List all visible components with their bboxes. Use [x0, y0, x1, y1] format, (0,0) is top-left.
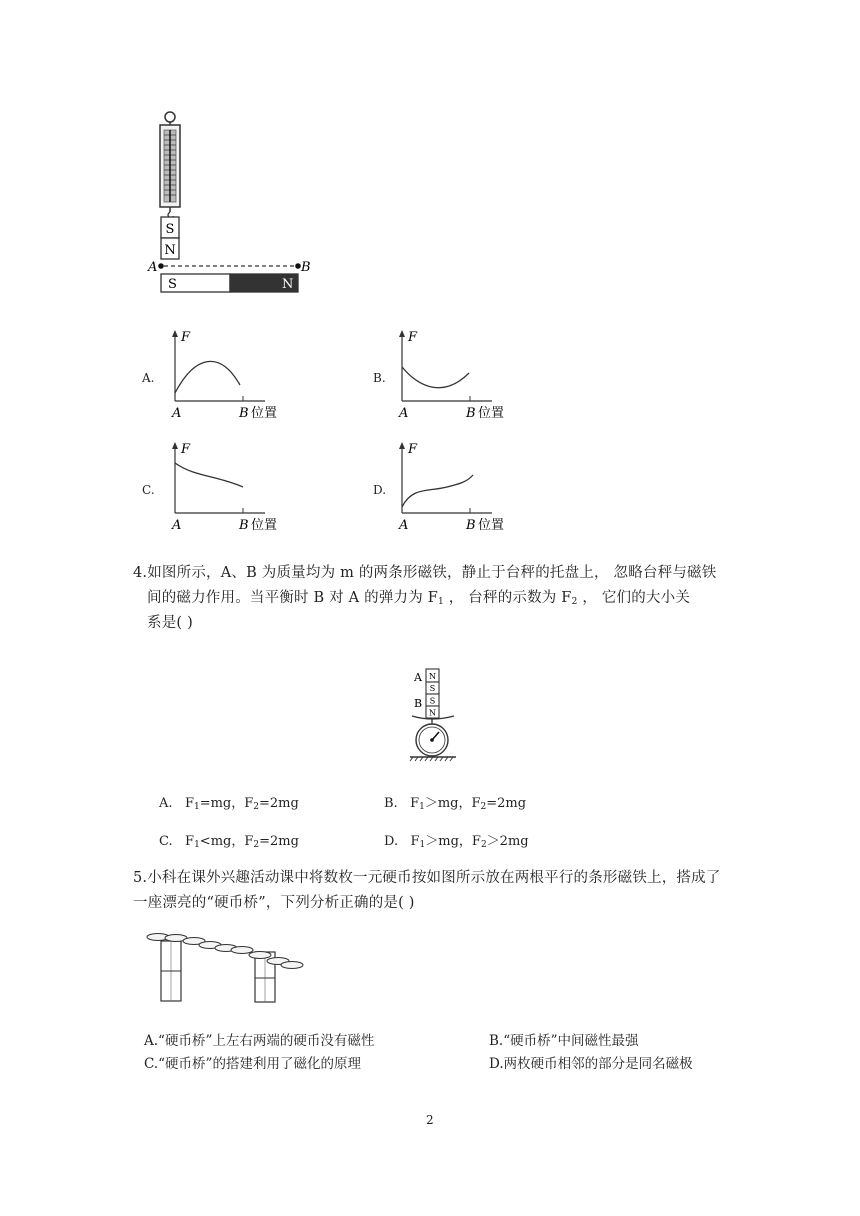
point-b-label: B — [301, 260, 311, 275]
force-curve — [175, 463, 243, 487]
x-end-label: B — [239, 518, 249, 533]
q4-stem-line2: 间的磁力作用。当平衡时 B 对 A 的弹力为 F1 ， 台秤的示数为 F2 ， 它们的大小关 — [147, 590, 691, 607]
bar-magnet-n: N — [282, 277, 294, 292]
magnet-a-label: A — [414, 671, 422, 684]
x-unit-label: 位置 — [478, 518, 505, 533]
x-end-label: B — [466, 518, 476, 533]
y-axis-arrow — [172, 330, 178, 337]
y-axis-arrow — [399, 442, 405, 449]
q3-graph-d[interactable] — [387, 437, 527, 535]
q5-option-b[interactable]: B.“硬币桥”中间磁性最强 — [489, 1033, 639, 1049]
x-start-label: A — [172, 406, 182, 421]
q4-option-c[interactable]: C. F1<mg，F2=2mg — [159, 834, 299, 850]
svg-text:S: S — [429, 684, 436, 693]
q3-graph-c[interactable] — [160, 437, 300, 535]
y-axis-arrow — [399, 330, 405, 337]
small-magnet-n: N — [164, 243, 176, 258]
bar-magnet-s: S — [168, 277, 177, 292]
svg-text:N: N — [429, 708, 436, 718]
q4-stem-line1: 4.如图所示，A、B 为质量均为 m 的两条形磁铁，静止于台秤的托盘上， 忽略台秤与磁铁 — [133, 565, 717, 581]
small-magnet-s: S — [165, 222, 175, 237]
y-axis-arrow — [172, 442, 178, 449]
x-end-label: B — [466, 406, 476, 421]
q3-option-a-label[interactable]: A. — [142, 371, 155, 385]
q3-option-d-label[interactable]: D. — [373, 483, 387, 497]
svg-text:N: N — [429, 672, 436, 681]
page-number: 2 — [426, 1113, 434, 1127]
y-axis-label: F — [181, 330, 191, 345]
spring-scale-figure — [140, 108, 330, 298]
x-unit-label: 位置 — [251, 406, 278, 421]
q4-stem-line3: 系是( ) — [147, 615, 193, 631]
y-axis-label: F — [408, 330, 418, 345]
q3-graph-b[interactable] — [387, 325, 527, 423]
q3-graph-a[interactable] — [160, 325, 300, 423]
x-start-label: A — [399, 518, 409, 533]
magnet-b-label: B — [414, 697, 423, 710]
force-curve — [402, 475, 473, 507]
q4-option-a[interactable]: A. F1=mg，F2=2mg — [159, 796, 299, 812]
y-axis-label: F — [181, 442, 191, 457]
q3-option-c-label[interactable]: C. — [142, 483, 155, 497]
q5-option-a[interactable]: A.“硬币桥”上左右两端的硬币没有磁性 — [144, 1033, 375, 1049]
point-a-label: A — [148, 260, 158, 275]
q5-stem-line1: 5.小科在课外兴趣活动课中将数枚一元硬币按如图所示放在两根平行的条形磁铁上，搭成了 — [133, 870, 721, 886]
force-curve — [175, 361, 240, 393]
q3-option-b-label[interactable]: B. — [373, 371, 386, 385]
coin-bridge-figure — [144, 928, 306, 1008]
q4-option-d[interactable]: D. F1＞mg，F2＞2mg — [384, 834, 529, 850]
q4-option-b[interactable]: B. F1＞mg，F2=2mg — [384, 796, 527, 812]
q5-stem-line2: 一座漂亮的“硬币桥”，下列分析正确的是( ) — [133, 895, 415, 911]
x-start-label: A — [399, 406, 409, 421]
x-end-label: B — [239, 406, 249, 421]
q5-option-c[interactable]: C.“硬币桥”的搭建利用了磁化的原理 — [144, 1056, 361, 1072]
x-unit-label: 位置 — [251, 518, 278, 533]
q5-option-d[interactable]: D.两枚硬币相邻的部分是同名磁极 — [489, 1056, 693, 1072]
force-curve — [402, 367, 469, 388]
x-unit-label: 位置 — [478, 406, 505, 421]
balance-scale-figure — [404, 666, 466, 768]
x-start-label: A — [172, 518, 182, 533]
svg-text:S: S — [429, 696, 436, 706]
y-axis-label: F — [408, 442, 418, 457]
